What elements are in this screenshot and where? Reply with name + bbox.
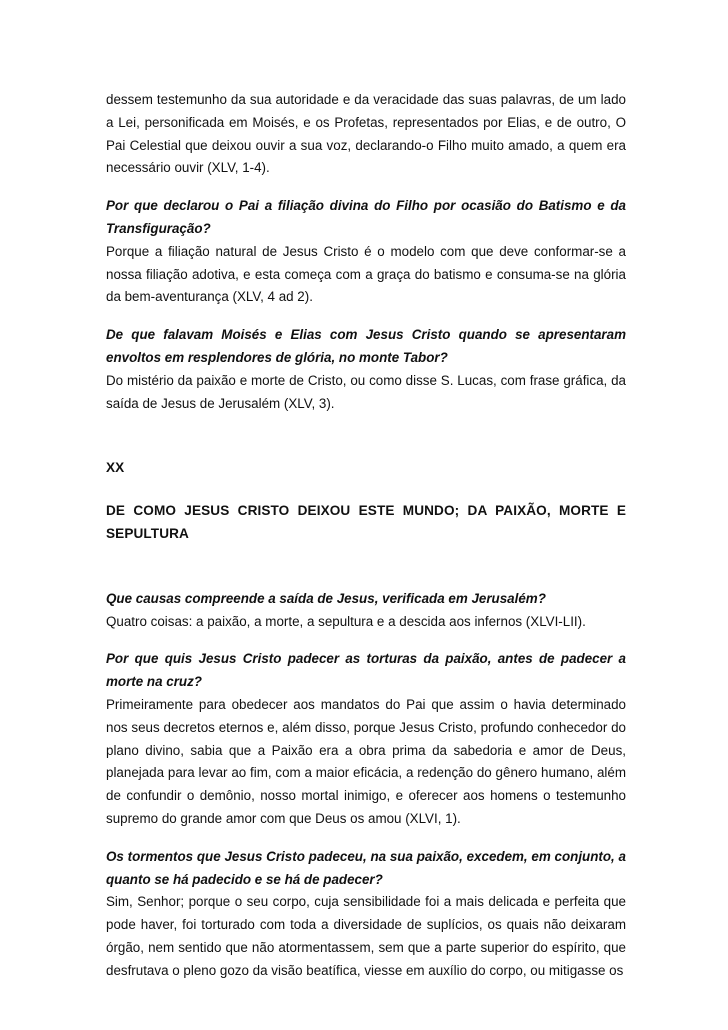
chapter-number: XX (106, 460, 125, 476)
answer-4: Primeiramente para obedecer aos mandatos do Pai que assim o havia determinado nos seus decretos eternos e, além disso, porque Jesus Cristo, profundo conhecedor do plano divino, sabia que a Paixão era a obra prima da sabedoria e amor de Deus, planejada para levar ao fim, com a maior eficácia, a redenção do gênero humano, além de confundir o demônio, nosso mortal inimigo, e oferecer aos homens o testemunho supremo do grande amor com que Deus os amou (XLVI, 1). (106, 696, 626, 826)
spacer (106, 546, 626, 588)
answer-5: Sim, Senhor; porque o seu corpo, cuja sensibilidade foi a mais delicada e perfeita que pode haver, foi torturado com toda a diversidade de suplícios, os quais não deixaram órgão, nem sentido que não atormentassem, sem que a parte superior do espírito, que desfrutava o pleno gozo da visão beatífica, viesse em auxílio do corpo, ou mitigasse os (106, 894, 626, 978)
spacer (106, 180, 626, 195)
document-page (106, 89, 626, 983)
intro-paragraph: dessem testemunho da sua autoridade e da veracidade das suas palavras, de um lado a Lei, personificada em Moisés, e os Profetas, representados por Elias, e de outro, O Pai Celestial que deixou ouvir a sua voz, declarando-o Filho muito amado, a quem era necessário ouvir (XLV, 1-4). (106, 92, 626, 176)
answer-3: Quatro coisas: a paixão, a morte, a sepultura e a descida aos infernos (XLVI-LII). (106, 613, 586, 629)
spacer (106, 831, 626, 846)
spacer (106, 633, 626, 648)
question-1: Por que declarou o Pai a filiação divina do Filho por ocasião do Batismo e da Transfiguração? (106, 198, 626, 236)
question-5: Os tormentos que Jesus Cristo padeceu, na sua paixão, excedem, em conjunto, a quanto se há padecido e se há de padecer? (106, 848, 626, 887)
spacer (106, 415, 626, 457)
question-2: De que falavam Moisés e Elias com Jesus Cristo quando se apresentaram envoltos em resplendores de glória, no monte Tabor? (106, 327, 626, 365)
chapter-title: DE COMO JESUS CRISTO DEIXOU ESTE MUNDO; DA PAIXÃO, MORTE E SEPULTURA (106, 503, 626, 541)
spacer (106, 480, 626, 500)
answer-2: Do mistério da paixão e morte de Cristo, ou como disse S. Lucas, com frase gráfica, da saída de Jesus de Jerusalém (XLV, 3). (106, 372, 626, 411)
question-3: Que causas compreende a saída de Jesus, verificada em Jerusalém? (106, 590, 546, 606)
spacer (106, 309, 626, 324)
answer-1: Porque a filiação natural de Jesus Cristo é o modelo com que deve conformar-se a nossa filiação adotiva, e esta começa com a graça do batismo e consuma-se na glória da bem-aventurança (XLV, 4 ad 2). (106, 243, 626, 305)
question-4: Por que quis Jesus Cristo padecer as torturas da paixão, antes de padecer a morte na cruz? (106, 651, 626, 690)
